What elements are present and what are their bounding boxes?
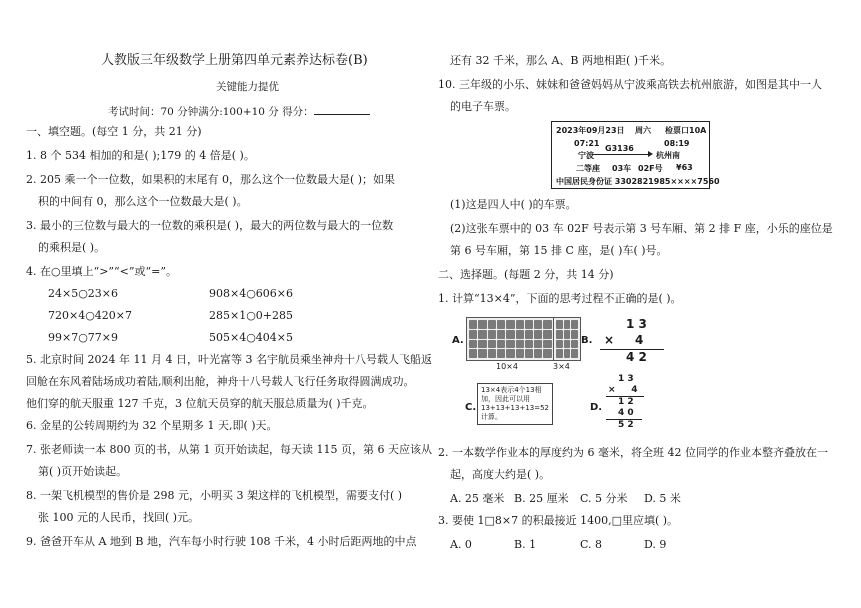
ticket-seat: 02F号	[638, 164, 663, 173]
ticket-car: 03车	[612, 164, 632, 173]
ticket-price: ¥63	[676, 163, 693, 172]
option[interactable]: D. 9	[644, 538, 667, 551]
ticket-seat-class: 二等座	[576, 164, 600, 173]
question-10-part-2-line-2: 第 6 号车厢，第 15 排 C 座，是( )车( )号。	[450, 244, 668, 257]
ticket-arrival-time: 08:19	[664, 139, 690, 148]
question-10-line-1: 10. 三年级的小乐、妹妹和爸爸妈妈从宁波乘高铁去杭州旅游，如图是其中一人	[438, 78, 822, 91]
question-10-part-1: (1)这是四人中( )的车票。	[450, 198, 577, 211]
question-1: 1. 8 个 534 相加的和是( );179 的 4 倍是( )。	[26, 149, 255, 162]
ticket-id: 中国居民身份证 3302821985××××7560	[556, 177, 720, 186]
option[interactable]: D. 5 米	[644, 492, 681, 505]
ticket-gate: 检票口10A	[665, 126, 707, 135]
question-6: 6. 金星的公转周期约为 32 个星期多 1 天,即( )天。	[26, 419, 278, 432]
ticket-train-number: G3136	[605, 144, 634, 153]
exam-info: 考试时间：70 分钟满分:100+10 分 得分：	[108, 104, 370, 119]
choice-question-2-line-1: 2. 一本数学作业本的厚度约为 6 毫米，将全班 42 位同学的作业本整齐叠放在一	[438, 446, 828, 459]
caption-three-by-four: 3×4	[553, 362, 570, 371]
question-9-line-1: 9. 爸爸开车从 A 地到 B 地，汽车每小时行驶 108 千米，4 小时后距两地的中点	[26, 535, 417, 548]
compare-item: 908×4○606×6	[209, 287, 294, 300]
ticket-date: 2023年09月23日	[556, 126, 625, 135]
compare-item: 99×7○77×9	[48, 331, 119, 344]
page-subtitle: 关键能力提优	[216, 81, 279, 93]
ticket-weekday: 周六	[635, 126, 651, 135]
blocks-ten-by-four	[466, 317, 564, 361]
question-10-line-2: 的电子车票。	[450, 100, 516, 113]
question-5-line-3: 他们穿的航天服重 127 千克，3 位航天员穿的航天服总质量为( )千克。	[26, 397, 374, 410]
choice-question-2-line-2: 起，高度大约是( )。	[450, 468, 551, 481]
question-9-line-2: 还有 32 千米，那么 A、B 两地相距( )千米。	[450, 54, 672, 67]
ticket-departure-time: 07:21	[574, 139, 600, 148]
compare-item: 285×1○0+285	[209, 309, 294, 322]
option[interactable]: C. 5 分米	[580, 492, 628, 505]
question-5-line-1: 5. 北京时间 2024 年 11 月 4 日，叶光富等 3 名宇航员乘坐神舟十八号载人飞船返	[26, 353, 432, 366]
question-3-line-1: 3. 最小的三位数与最大的一位数的乘积是( )，最大的两位数与最大的一位数	[26, 219, 394, 232]
section-choice-heading: 二、选择题。(每题 2 分，共 14 分)	[438, 268, 614, 281]
choice-question-1: 1. 计算“13×4”，下面的思考过程不正确的是( )。	[438, 292, 682, 305]
section-fill-blank-heading: 一、填空题。(每空 1 分，共 21 分)	[26, 125, 202, 138]
page-title: 人教版三年级数学上册第四单元素养达标卷(B)	[101, 53, 368, 68]
option-b-label[interactable]: B.	[581, 335, 593, 346]
compare-item: 24×5○23×6	[48, 287, 119, 300]
option[interactable]: A. 0	[450, 538, 472, 551]
question-2-line-2: 积的中间有 0，那么这个一位数最大是( )。	[38, 195, 248, 208]
question-2-line-1: 2. 205 乘一个一位数，如果积的末尾有 0，那么这个一位数最大是( )；如果	[26, 173, 396, 186]
question-10-part-2-line-1: (2)这张车票中的 03 车 02F 号表示第 3 号车厢、第 2 排 F 座，小乐的座位是	[450, 222, 833, 235]
option-d-label[interactable]: D.	[590, 402, 603, 413]
question-8-line-1: 8. 一架飞机模型的售价是 298 元，小明买 3 架这样的飞机模型，需要支付( )	[26, 489, 403, 502]
choice-question-3: 3. 要使 1□8×7 的积最接近 1400,□里应填( )。	[438, 514, 679, 527]
question-5-line-2: 回舱在东风着陆场成功着陆,顺利出舱，神舟十八号载人飞行任务取得圆满成功。	[26, 375, 415, 388]
option-c-label[interactable]: C.	[465, 402, 477, 413]
explanation-note: 13×4表示4个13相 加，因此可以用 13+13+13+13=52 计算。	[477, 383, 553, 425]
train-ticket	[551, 121, 720, 189]
vertical-calc-b: 1 3 × 4 4 2	[600, 317, 664, 366]
ticket-to-station: 杭州南	[656, 151, 680, 160]
ticket-from-station: 宁波	[578, 151, 594, 160]
question-7-line-2: 第( )页开始读起。	[38, 465, 128, 478]
option[interactable]: C. 8	[580, 538, 603, 551]
option[interactable]: A. 25 毫米	[450, 492, 505, 505]
compare-item: 505×4○404×5	[209, 331, 294, 344]
score-blank[interactable]	[314, 104, 370, 115]
question-7-line-1: 7. 张老师读一本 800 页的书，从第 1 页开始读起，每天读 115 页，第 6 天应该从	[26, 443, 432, 456]
blocks-three-by-four	[553, 317, 581, 361]
question-3-line-2: 的乘积是( )。	[38, 241, 106, 254]
question-8-line-2: 张 100 元的人民币，找回( )元。	[38, 511, 200, 524]
option[interactable]: B. 25 厘米	[514, 492, 569, 505]
vertical-calc-d: 1 3 × 4 1 2 4 0 5 2	[606, 374, 644, 431]
caption-ten-by-four: 10×4	[496, 362, 518, 371]
option[interactable]: B. 1	[514, 538, 537, 551]
option-a-label[interactable]: A.	[452, 335, 464, 346]
question-4: 4. 在○里填上“>”“<”或“=”。	[26, 265, 177, 278]
compare-item: 720×4○420×7	[48, 309, 133, 322]
